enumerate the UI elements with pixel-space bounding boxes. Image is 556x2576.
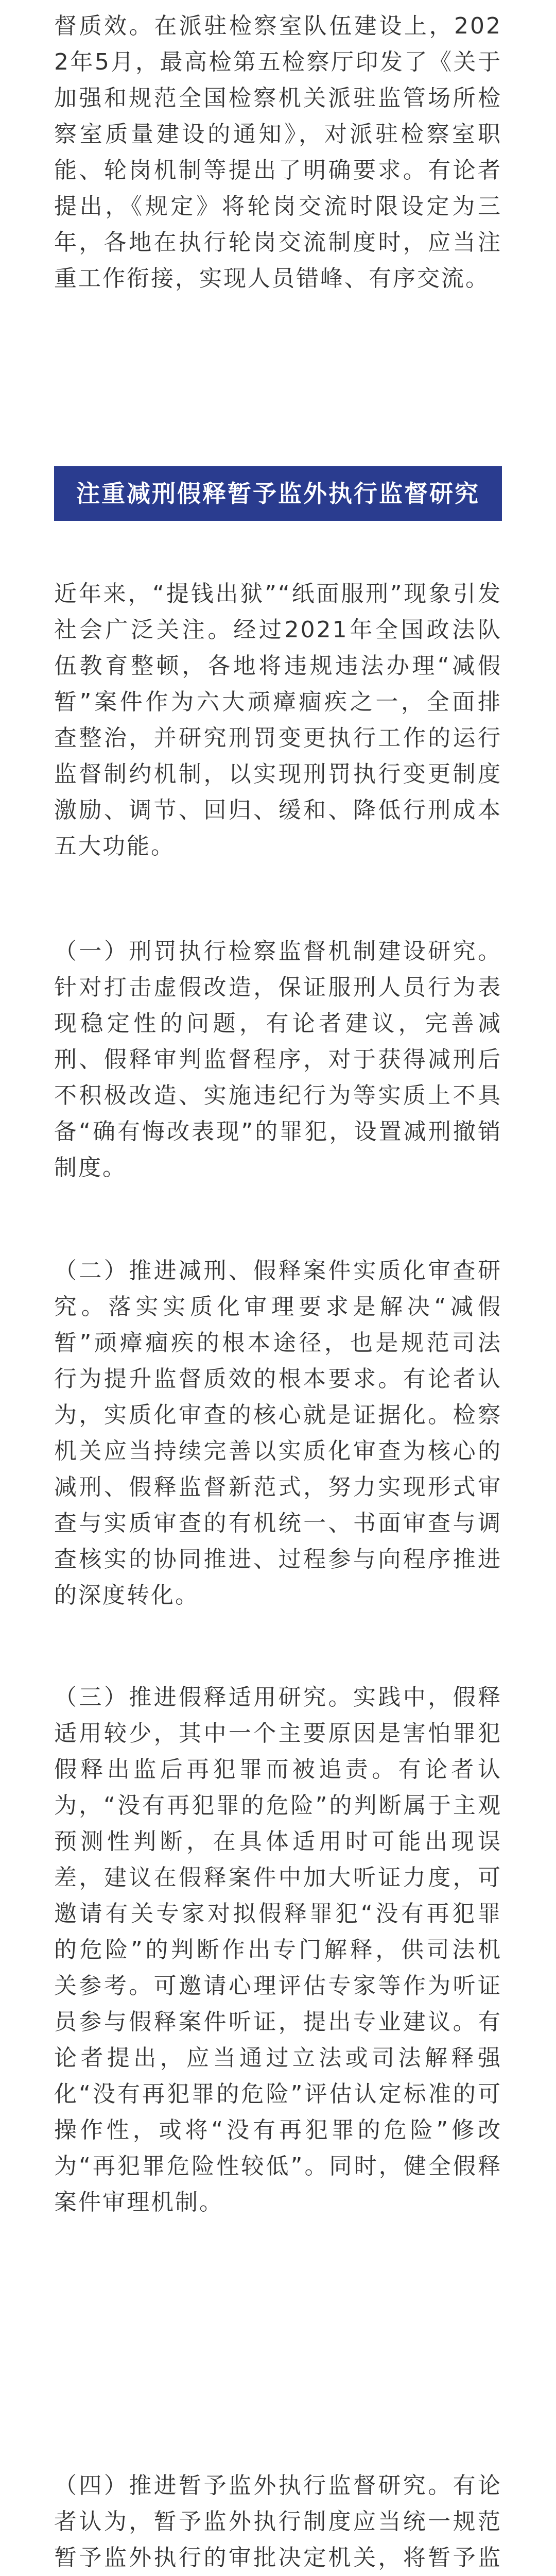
intro-paragraph: 督质效。在派驻检察室队伍建设上，2022年5月，最高检第五检察厅印发了《关于加强和规范全国检察机关派驻监管场所检察室质量建设的通知》，对派驻检察室职能、轮岗机制等提出了明确要求。有论者提出，《规定》将轮岗交流时限设定为三年，各地在执行轮岗交流制度时，应当注重工作衔接，实现人员错峰、有序交流。 [54,13,502,292]
paragraph-part-4: （四）推进暂予监外执行监督研究。有论者认为，暂予监外执行制度应当统一规范暂予监外执行的审批决定机关，将暂予监 [54,2472,502,2571]
paragraph-part-3: （三）推进假释适用研究。实践中，假释适用较少，其中一个主要原因是害怕罪犯假释出监后再犯罪而被追责。有论者认为，“没有再犯罪的危险”的判断属于主观预测性判断，在具体适用时可能出现误差，建议在假释案件中加大听证力度，可邀请有关专家对拟假释罪犯“没有再犯罪的危险”的判断作出专门解释，供司法机关参考。可邀请心理评估专家等作为听证员参与假释案件听证，提出专业建议。有论者提出，应当通过立法或司法解释强化“没有再犯罪的危险”评估认定标准的可操作性，或将“没有再犯罪的危险”修改为“再犯罪危险性较低”。同时，健全假释案件审理机制。 [54,1684,502,2215]
section-heading-banner [54,466,502,521]
paragraph-overview: 近年来，“提钱出狱”“纸面服刑”现象引发社会广泛关注。经过2021年全国政法队伍教育整顿，各地将违规违法办理“减假暂”案件作为六大顽瘴痼疾之一，全面排查整治，并研究刑罚变更执行工作的运行监督制约机制，以实现刑罚执行变更制度激励、调节、回归、缓和、降低行刑成本五大功能。 [54,581,502,859]
paragraph-part-2: （二）推进减刑、假释案件实质化审查研究。落实实质化审理要求是解决“减假暂”顽瘴痼疾的根本途径，也是规范司法行为提升监督质效的根本要求。有论者认为，实质化审查的核心就是证据化。检察机关应当持续完善以实质化审查为核心的减刑、假释监督新范式，努力实现形式审查与实质审查的有机统一、书面审查与调查核实的协同推进、过程参与向程序推进的深度转化。 [54,1258,502,1608]
paragraph-part-1: （一）刑罚执行检察监督机制建设研究。针对打击虚假改造，保证服刑人员行为表现稳定性的问题，有论者建议，完善减刑、假释审判监督程序，对于获得减刑后不积极改造、实施违纪行为等实质上不具备“确有悔改表现”的罪犯，设置减刑撤销制度。 [54,938,502,1181]
section-heading: 注重减刑假释暂予监外执行监督研究 [76,480,480,507]
